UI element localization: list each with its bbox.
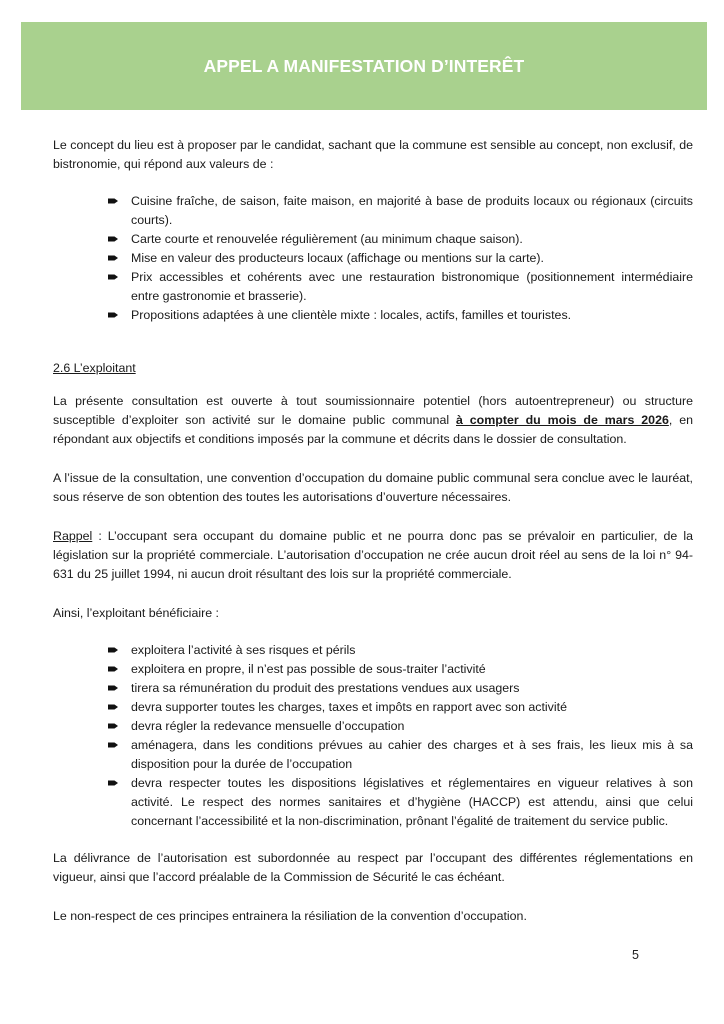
arrow-bullet-icon [108, 742, 118, 748]
list-item: Cuisine fraîche, de saison, faite maison, en majorité à base de produits locaux ou régionaux (circuits courts). [108, 192, 693, 230]
document-body [53, 136, 693, 926]
authorization-paragraph: La délivrance de l’autorisation est subordonnée au respect par l’occupant des différentes réglementations en vigueur, ainsi que l’accord préalable de la Commission de Sécurité le cas échéant. [53, 851, 693, 884]
arrow-bullet-icon [108, 647, 118, 653]
list-item: exploitera en propre, il n’est pas possible de sous-traiter l’activité [108, 660, 693, 679]
rappel-label: Rappel [53, 529, 93, 543]
beneficiary-intro: Ainsi, l’exploitant bénéficiaire : [53, 606, 219, 620]
list-item: devra respecter toutes les dispositions législatives et réglementaires en vigueur relatives à son activité. Le respect des normes sanitaires et d’hygiène (HACCP) est attendu, ainsi que celui concernant l’accessibilité et la non-discrimination, prônant l’égalité de traitement du service public. [108, 774, 693, 831]
arrow-bullet-icon [108, 236, 118, 242]
page-number: 5 [632, 948, 639, 962]
list-item: Prix accessibles et cohérents avec une restauration bistronomique (positionnement intermédiaire entre gastronomie et brasserie). [108, 268, 693, 306]
obligations-list [53, 641, 693, 831]
termination-paragraph: Le non-respect de ces principes entrainera la résiliation de la convention d’occupation. [53, 909, 527, 923]
intro-paragraph: Le concept du lieu est à proposer par le candidat, sachant que la commune est sensible au concept, non exclusif, de bistronomie, qui répond aux valeurs de : [53, 138, 693, 171]
page-title: APPEL A MANIFESTATION D’INTERÊT [203, 55, 525, 76]
title-banner [21, 22, 707, 110]
list-item: Mise en valeur des producteurs locaux (affichage ou mentions sur la carte). [108, 249, 693, 268]
list-item: tirera sa rémunération du produit des prestations vendues aux usagers [108, 679, 693, 698]
arrow-bullet-icon [108, 274, 118, 280]
arrow-bullet-icon [108, 198, 118, 204]
arrow-bullet-icon [108, 666, 118, 672]
arrow-bullet-icon [108, 704, 118, 710]
arrow-bullet-icon [108, 780, 118, 786]
consultation-paragraph: La présente consultation est ouverte à tout soumissionnaire potentiel (hors autoentrepreneur) ou structure susceptible d’exploiter son activité sur le domaine public communal à compter du mois de mars 2026, en répondant aux objectifs et conditions imposés par la commune et décrits dans le dossier de consultation. [53, 394, 693, 446]
convention-paragraph: A l’issue de la consultation, une convention d’occupation du domaine public communal sera conclue avec le lauréat, sous réserve de son obtention des toutes les autorisations d’ouverture nécessaires. [53, 471, 693, 504]
list-item: Propositions adaptées à une clientèle mixte : locales, actifs, familles et touristes. [108, 306, 693, 325]
arrow-bullet-icon [108, 255, 118, 261]
list-item: devra supporter toutes les charges, taxes et impôts en rapport avec son activité [108, 698, 693, 717]
arrow-bullet-icon [108, 723, 118, 729]
arrow-bullet-icon [108, 685, 118, 691]
arrow-bullet-icon [108, 312, 118, 318]
list-item: Carte courte et renouvelée régulièrement (au minimum chaque saison). [108, 230, 693, 249]
rappel-paragraph: Rappel : L’occupant sera occupant du domaine public et ne pourra donc pas se prévaloir en particulier, de la législation sur la propriété commerciale. L’autorisation d’occupation ne crée aucun droit réel au sens de la loi n° 94-631 du 25 juillet 1994, ni aucun droit résultant des lois sur la propriété commerciale. [53, 529, 693, 581]
values-list [53, 192, 693, 325]
start-date-emphasis: à compter du mois de mars 2026 [456, 413, 669, 427]
list-item: exploitera l’activité à ses risques et périls [108, 641, 693, 660]
list-item: aménagera, dans les conditions prévues au cahier des charges et à ses frais, les lieux mis à sa disposition pour la durée de l’occupation [108, 736, 693, 774]
list-item: devra régler la redevance mensuelle d’occupation [108, 717, 693, 736]
section-heading: 2.6 L’exploitant [53, 361, 136, 375]
